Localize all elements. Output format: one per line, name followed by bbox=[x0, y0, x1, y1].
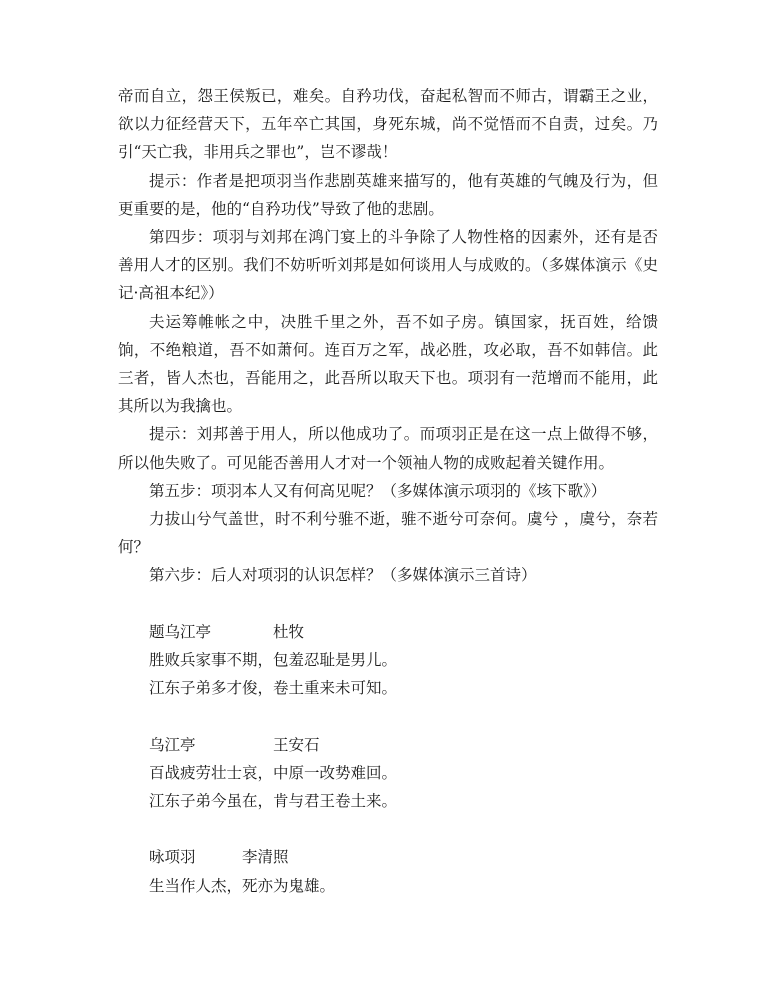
poem-title: 乌江亭 bbox=[149, 735, 196, 754]
poem-2 bbox=[118, 731, 658, 816]
paragraph-hint-1: 提示：作者是把项羽当作悲剧英雄来描写的，他有英雄的气魄及行为，但更重要的是，他的“自矜功伐”导致了他的悲剧。 bbox=[118, 171, 658, 218]
poem-line: 百战疲劳壮士哀，中原一改势难回。 bbox=[149, 763, 398, 782]
poem-heading bbox=[118, 618, 658, 646]
poem-3 bbox=[118, 843, 658, 899]
spacer bbox=[118, 702, 658, 730]
poem-line: 胜败兵家事不期，包羞忍耻是男儿。 bbox=[149, 651, 398, 670]
paragraph-quote-liubang: 夫运筹帷帐之中，决胜千里之外，吾不如子房。镇国家，抚百姓，给馈饷，不绝粮道，吾不如萧何。连百万之军，战必胜，攻必取，吾不如韩信。此三者，皆人杰也，吾能用之，此吾所以取天下也。项羽有一范增而不能用，此其所以为我擒也。 bbox=[118, 312, 658, 416]
poem-line: 生当作人杰，死亦为鬼雄。 bbox=[149, 876, 336, 895]
poem-heading bbox=[118, 843, 658, 871]
poem-author: 王安石 bbox=[273, 735, 320, 754]
poem-line: 江东子弟今虽在，肯与君王卷土来。 bbox=[149, 792, 398, 811]
paragraph-step-4: 第四步：项羽与刘邦在鸿门宴上的斗争除了人物性格的因素外，还有是否善用人才的区别。我们不妨听听刘邦是如何谈用人与成败的。（多媒体演示《史记·高祖本纪》） bbox=[118, 228, 658, 303]
poem-1 bbox=[118, 618, 658, 703]
paragraph-step-6: 第六步：后人对项羽的认识怎样？（多媒体演示三首诗） bbox=[149, 566, 537, 585]
document-page bbox=[118, 82, 658, 900]
spacer bbox=[118, 590, 658, 618]
paragraph-continuation: 帝而自立，怨王侯叛已，难矣。自矜功伐，奋起私智而不师古，谓霸王之业，欲以力征经营天下，五年卒亡其国，身死东城，尚不觉悟而不自责，过矣。乃引“天亡我，非用兵之罪也”，岂不谬哉！ bbox=[118, 87, 658, 162]
poem-heading bbox=[118, 731, 658, 759]
poem-author: 李清照 bbox=[242, 848, 289, 867]
poem-line: 江东子弟多才俊，卷土重来未可知。 bbox=[149, 679, 398, 698]
poem-author: 杜牧 bbox=[273, 622, 305, 641]
paragraph-step-5: 第五步：项羽本人又有何高见呢？（多媒体演示项羽的《垓下歌》） bbox=[149, 481, 607, 500]
paragraph-gaixia-song: 力拔山兮气盖世，时不利兮骓不逝，骓不逝兮可奈何。虞兮 ，虞兮，奈若何？ bbox=[118, 510, 658, 557]
poem-title: 咏项羽 bbox=[149, 848, 196, 867]
poem-title: 题乌江亭 bbox=[149, 622, 212, 641]
paragraph-hint-2: 提示：刘邦善于用人，所以他成功了。而项羽正是在这一点上做得不够，所以他失败了。可见能否善用人才对一个领袖人物的成败起着关键作用。 bbox=[118, 425, 658, 472]
spacer bbox=[118, 815, 658, 843]
